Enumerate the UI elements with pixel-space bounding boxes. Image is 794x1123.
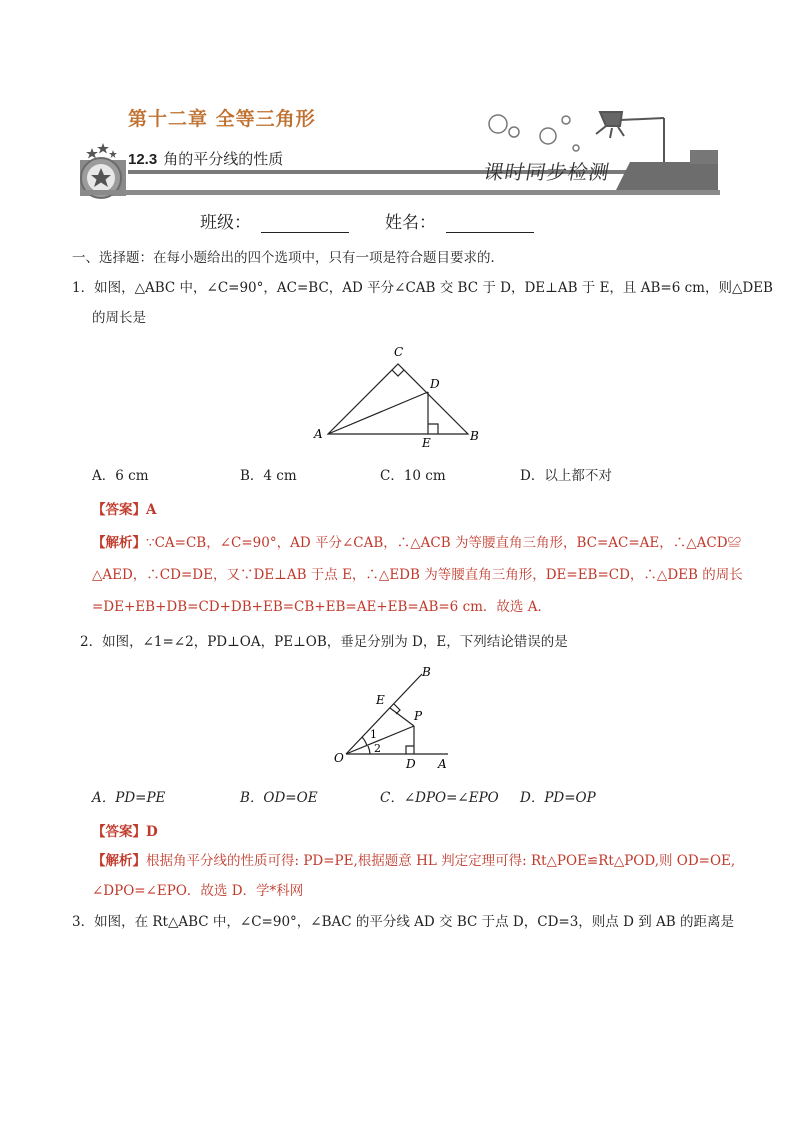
- q1-option-b[interactable]: B．4 cm: [240, 468, 297, 484]
- q2-line1: [80, 632, 568, 652]
- q1-line2: 的周长是: [92, 310, 146, 326]
- header-decoration: [0, 0, 794, 200]
- q1-option-d[interactable]: D．以上都不对: [520, 468, 612, 484]
- q1-option-a[interactable]: A．6 cm: [92, 468, 149, 484]
- q2-text: 如图，∠1=∠2，PD⊥OA，PE⊥OB，垂足分别为 D，E，下列结论错误的是: [102, 634, 568, 650]
- q1-exp-line2: △AED，∴CD=DE，又∵DE⊥AB 于点 E，∴△EDB 为等腰直角三角形，DE=EB=CD，∴△DEB 的周长: [92, 567, 743, 583]
- class-blank[interactable]: [261, 216, 349, 233]
- section-heading: [128, 148, 283, 169]
- q2-label-a: A: [438, 757, 447, 771]
- q2-option-a[interactable]: A．PD=PE: [92, 790, 166, 806]
- q1-answer: 【答案】A: [92, 502, 157, 518]
- q2-number: 2．: [80, 634, 103, 650]
- student-info: [200, 208, 534, 233]
- name-label: 姓名：: [385, 213, 436, 233]
- q1-text: 如图，△ABC 中，∠C=90°，AC=BC，AD 平分∠CAB 交 BC 于 D，DE⊥AB 于 E，且 AB=6 cm，则△DEB: [94, 280, 773, 296]
- q2-label-e: E: [376, 693, 385, 707]
- q2-label-angle2: 2: [374, 742, 381, 755]
- desk-lamp-icon: [596, 112, 664, 162]
- q1-line1: [72, 278, 773, 298]
- q2-exp-text: 根据角平分线的性质可得: PD=PE,根据题意 HL 判定定理可得: Rt△POE≌Rt△POD,则 OD=OE,: [146, 853, 736, 869]
- q1-exp-text: ∵CA=CB，∠C=90°，AD 平分∠CAB，∴△ACB 为等腰直角三角形，BC=AC=AE，∴△ACD≌: [146, 535, 742, 551]
- q2-option-d[interactable]: D．PD=OP: [520, 790, 596, 806]
- q1-label-d: D: [430, 377, 440, 391]
- q1-exp-line1: [92, 532, 741, 554]
- q2-exp-line2: ∠DPO=∠EPO．故选 D．学*科网: [92, 883, 304, 899]
- star-badge-icon: [80, 143, 126, 198]
- tagline: 课时同步检测: [481, 160, 612, 184]
- q1-label-a: A: [314, 427, 323, 441]
- q2-figure: [330, 660, 460, 775]
- q2-answer: 【答案】D: [92, 824, 158, 840]
- section-title: 角的平分线的性质: [163, 150, 284, 168]
- q2-option-b[interactable]: B．OD=OE: [240, 790, 318, 806]
- q2-exp-line1: [92, 850, 735, 872]
- q2-label-angle1: 1: [370, 728, 377, 741]
- bubbles-icon: [489, 115, 579, 151]
- chapter-title: 第十二章 全等三角形: [128, 108, 316, 130]
- q1-label-c: C: [394, 345, 404, 359]
- q1-label-b: B: [470, 429, 479, 443]
- q2-label-b: B: [422, 665, 431, 679]
- q1-figure: [300, 340, 500, 450]
- section-intro: 一、选择题：在每小题给出的四个选项中，只有一项是符合题目要求的．: [72, 250, 504, 266]
- q1-option-c[interactable]: C．10 cm: [380, 468, 446, 484]
- q2-label-o: O: [334, 751, 344, 765]
- q2-label-p: P: [414, 709, 423, 723]
- class-label: 班级：: [200, 213, 251, 233]
- q2-label-d: D: [406, 757, 416, 771]
- q1-exp-label: 【解析】: [92, 535, 146, 551]
- q2-exp-label: 【解析】: [92, 853, 146, 869]
- q1-label-e: E: [422, 436, 431, 450]
- q1-exp-line3: =DE+EB+DB=CD+DB+EB=CB+EB=AE+EB=AB=6 cm．故选 A．: [92, 599, 551, 615]
- q3-line1: [72, 912, 734, 932]
- name-blank[interactable]: [446, 216, 534, 233]
- q2-option-c[interactable]: C．∠DPO=∠EPO: [380, 790, 499, 806]
- q3-text: 如图，在 Rt△ABC 中，∠C=90°，∠BAC 的平分线 AD 交 BC 于点 D，CD=3，则点 D 到 AB 的距离是: [94, 914, 734, 930]
- section-number: 12.3: [128, 151, 158, 168]
- q3-number: 3．: [72, 914, 95, 930]
- q1-number: 1．: [72, 280, 95, 296]
